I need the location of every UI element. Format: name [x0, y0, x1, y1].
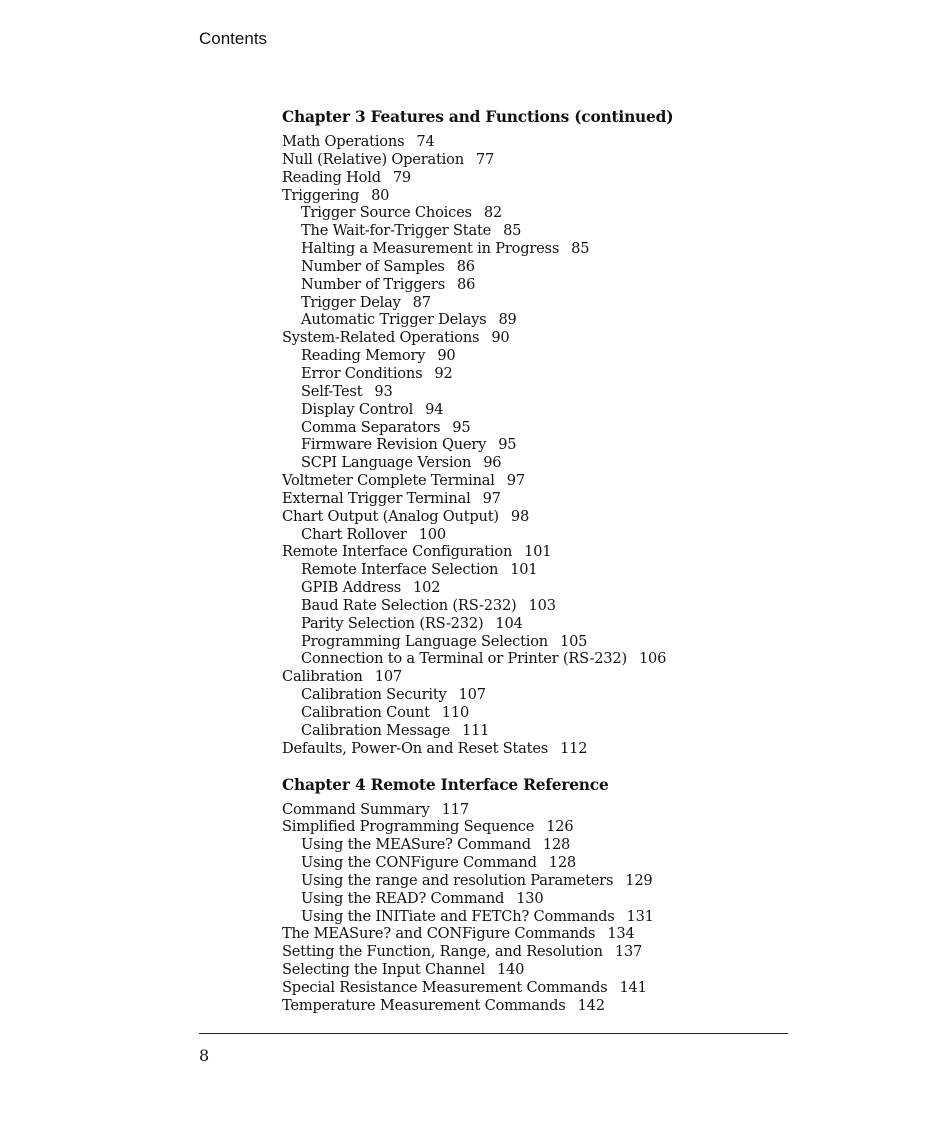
footer-divider	[199, 1033, 788, 1034]
entry-page-number: 94	[425, 400, 444, 418]
entry-page-number: 110	[441, 704, 470, 721]
entry-page-number: 74	[416, 133, 435, 150]
entry-page-number: 128	[548, 854, 576, 872]
chapter-heading: Chapter 4 Remote Interface Reference	[282, 775, 609, 794]
entry-page-number: 77	[475, 150, 495, 168]
entry-page-number: 95	[452, 418, 471, 436]
toc-entry[interactable]	[282, 925, 802, 943]
toc-entry[interactable]	[282, 472, 802, 490]
entry-title: Triggering	[282, 186, 360, 204]
entry-page-number: 92	[434, 364, 453, 382]
entry-title: External Trigger Terminal	[282, 489, 471, 507]
entry-page-number: 98	[510, 507, 530, 525]
entry-page-number: 100	[418, 525, 446, 543]
toc-subentry[interactable]	[282, 704, 802, 722]
entry-page-number: 142	[577, 996, 605, 1014]
toc-subentry[interactable]	[282, 419, 802, 437]
entry-title: Special Resistance Measurement Commands	[282, 978, 608, 996]
entry-title: Error Conditions	[301, 364, 423, 382]
entry-page-number: 104	[495, 614, 523, 632]
toc-entry[interactable]	[282, 961, 802, 979]
entry-title: Temperature Measurement Commands	[282, 996, 566, 1014]
entry-title: The Wait-for-Trigger State	[301, 222, 492, 240]
entry-title: Calibration	[282, 668, 363, 686]
toc-subentry[interactable]	[282, 908, 802, 926]
toc-subentry[interactable]	[282, 258, 802, 276]
toc-subentry[interactable]	[282, 294, 802, 312]
page-number: 8	[199, 1046, 210, 1065]
entry-page-number: 103	[528, 596, 556, 614]
entry-title: Automatic Trigger Delays	[301, 311, 487, 329]
toc-entry[interactable]	[282, 543, 802, 561]
toc-subentry[interactable]	[282, 311, 802, 329]
toc-subentry[interactable]	[282, 365, 802, 383]
entry-title: Using the READ? Command	[301, 889, 505, 907]
entry-page-number: 86	[457, 275, 476, 293]
entry-title: Remote Interface Configuration	[282, 543, 513, 561]
toc-subentry[interactable]	[282, 854, 802, 872]
entry-page-number: 80	[371, 186, 390, 204]
entry-title: Trigger Source Choices	[301, 204, 472, 222]
toc-entry[interactable]	[282, 979, 802, 997]
toc-entry[interactable]	[282, 329, 802, 347]
entry-title: Programming Language Selection	[301, 632, 549, 650]
toc-subentry[interactable]	[282, 836, 802, 854]
toc-subentry[interactable]	[282, 526, 802, 544]
entry-title: Math Operations	[282, 133, 405, 150]
toc-subentry[interactable]	[282, 204, 802, 222]
entry-page-number: 105	[560, 632, 588, 650]
entry-page-number: 101	[524, 543, 552, 561]
entry-page-number: 95	[498, 436, 517, 454]
toc-subentry[interactable]	[282, 401, 802, 419]
entry-title: The MEASure? and CONFigure Commands	[282, 925, 596, 943]
entry-title: Voltmeter Complete Terminal	[282, 472, 495, 490]
entry-page-number: 106	[638, 650, 667, 668]
toc-subentry[interactable]	[282, 383, 802, 401]
entry-title: Using the INITiate and FETCh? Commands	[301, 907, 615, 925]
entry-title: Firmware Revision Query	[301, 436, 487, 454]
entry-title: Comma Separators	[301, 418, 441, 436]
toc-entry[interactable]	[282, 740, 802, 758]
toc-entry[interactable]	[282, 169, 802, 187]
entry-page-number: 117	[441, 800, 469, 818]
toc-subentry[interactable]	[282, 722, 802, 740]
entry-title: Reading Hold	[282, 168, 381, 186]
toc-subentry[interactable]	[282, 276, 802, 294]
entry-page-number: 141	[619, 978, 647, 996]
entry-title: Using the range and resolution Parameters	[301, 871, 614, 889]
entry-title: Reading Memory	[301, 347, 426, 365]
entry-title: Command Summary	[282, 800, 430, 818]
toc-subentry[interactable]	[282, 650, 802, 668]
toc-entry[interactable]	[282, 997, 802, 1015]
entry-page-number: 87	[412, 293, 431, 311]
entry-page-number: 85	[503, 222, 522, 240]
entry-title: Remote Interface Selection	[301, 561, 499, 579]
entry-page-number: 126	[546, 818, 574, 836]
entry-title: System-Related Operations	[282, 329, 480, 347]
entry-page-number: 90	[491, 329, 510, 347]
entry-page-number: 140	[496, 961, 525, 979]
entry-title: Trigger Delay	[301, 293, 401, 311]
entry-page-number: 82	[483, 204, 503, 222]
entry-title: Calibration Count	[301, 704, 430, 721]
entry-title: Number of Triggers	[301, 275, 445, 293]
entry-title: Using the CONFigure Command	[301, 854, 537, 872]
toc-subentry[interactable]	[282, 436, 802, 454]
entry-page-number: 93	[374, 382, 393, 400]
entry-title: Display Control	[301, 400, 414, 418]
entry-title: Connection to a Terminal or Printer (RS-232)	[301, 650, 627, 668]
entry-title: SCPI Language Version	[301, 454, 472, 472]
entry-page-number: 129	[625, 871, 653, 889]
entry-title: Setting the Function, Range, and Resolution	[282, 943, 603, 961]
entry-page-number: 107	[458, 686, 486, 704]
toc-entry[interactable]	[282, 133, 802, 151]
entry-page-number: 86	[456, 257, 475, 275]
entry-title: GPIB Address	[301, 579, 402, 597]
entry-page-number: 89	[498, 311, 517, 329]
entry-page-number: 101	[510, 561, 538, 579]
entry-page-number: 85	[571, 240, 590, 258]
table-of-contents	[282, 106, 802, 1015]
entry-title: Chart Rollover	[301, 525, 407, 543]
toc-subentry[interactable]	[282, 633, 802, 651]
entry-page-number: 107	[374, 668, 403, 686]
toc-subentry[interactable]	[282, 222, 802, 240]
entry-title: Baud Rate Selection (RS-232)	[301, 596, 517, 614]
toc-subentry[interactable]	[282, 615, 802, 633]
toc-entry[interactable]	[282, 151, 802, 169]
entry-page-number: 112	[560, 739, 588, 757]
entry-title: Chart Output (Analog Output)	[282, 507, 499, 525]
entry-title: Null (Relative) Operation	[282, 150, 464, 168]
entry-title: Parity Selection (RS-232)	[301, 614, 484, 632]
toc-entry[interactable]	[282, 801, 802, 819]
entry-title: Calibration Message	[301, 721, 451, 739]
entry-page-number: 130	[516, 889, 544, 907]
entry-title: Using the MEASure? Command	[301, 836, 531, 854]
toc-subentry[interactable]	[282, 597, 802, 615]
entry-page-number: 79	[392, 168, 412, 186]
entry-title: Selecting the Input Channel	[282, 961, 485, 979]
entry-page-number: 90	[437, 347, 456, 365]
toc-subentry[interactable]	[282, 579, 802, 597]
toc-entry[interactable]	[282, 490, 802, 508]
toc-subentry[interactable]	[282, 890, 802, 908]
entry-page-number: 96	[483, 454, 502, 472]
toc-subentry[interactable]	[282, 561, 802, 579]
running-header: Contents	[199, 29, 268, 48]
toc-subentry[interactable]	[282, 347, 802, 365]
toc-entry[interactable]	[282, 818, 802, 836]
toc-entry[interactable]	[282, 508, 802, 526]
entry-page-number: 128	[542, 836, 571, 854]
entry-title: Calibration Security	[301, 686, 447, 704]
entry-page-number: 137	[614, 943, 643, 961]
entry-title: Defaults, Power-On and Reset States	[282, 739, 549, 757]
entry-page-number: 111	[462, 721, 490, 739]
toc-entry[interactable]	[282, 943, 802, 961]
chapter-heading: Chapter 3 Features and Functions (continued)	[282, 108, 674, 126]
entry-page-number: 97	[506, 472, 525, 490]
toc-subentry[interactable]	[282, 872, 802, 890]
entry-page-number: 102	[413, 579, 441, 597]
entry-title: Halting a Measurement in Progress	[301, 240, 560, 258]
entry-title: Self-Test	[301, 382, 363, 400]
toc-entry[interactable]	[282, 187, 802, 205]
toc-subentry[interactable]	[282, 454, 802, 472]
entry-page-number: 131	[626, 907, 654, 925]
entry-title: Number of Samples	[301, 257, 445, 275]
entry-page-number: 134	[607, 925, 635, 943]
entry-title: Simplified Programming Sequence	[282, 818, 535, 836]
toc-subentry[interactable]	[282, 240, 802, 258]
toc-subentry[interactable]	[282, 686, 802, 704]
toc-entry[interactable]	[282, 668, 802, 686]
entry-page-number: 97	[482, 489, 501, 507]
